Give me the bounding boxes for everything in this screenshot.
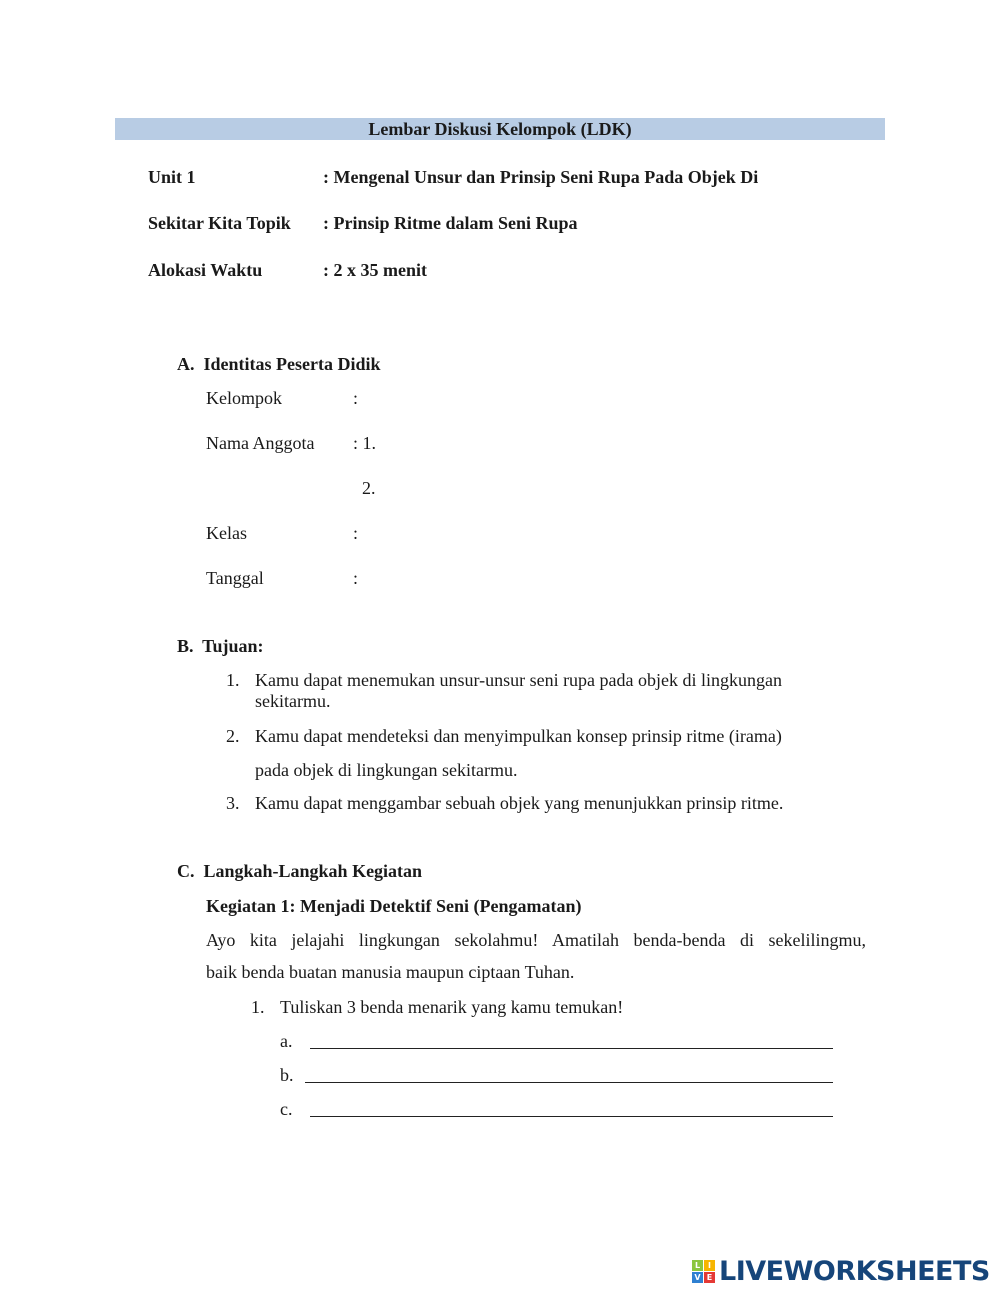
section-a-title: A. Identitas Peserta Didik: [177, 354, 381, 374]
meta-label-unit: Unit 1: [148, 167, 196, 187]
field-kelompok[interactable]: :: [353, 388, 359, 408]
meta-label-topic: Sekitar Kita Topik: [148, 213, 291, 233]
logo-letter: E: [704, 1272, 715, 1283]
logo-letter: V: [692, 1272, 703, 1283]
question-number: 1.: [251, 997, 265, 1017]
question-text: Tuliskan 3 benda menarik yang kamu temukan!: [280, 997, 624, 1017]
section-b-title: B. Tujuan:: [177, 636, 264, 656]
field-label-kelompok: Kelompok: [206, 388, 282, 408]
liveworksheets-logo: [692, 1256, 990, 1287]
logo-text: LIVEWORKSHEETS: [719, 1256, 990, 1287]
goal-text: Kamu dapat mendeteksi dan menyimpulkan konsep prinsip ritme (irama): [255, 726, 782, 746]
goal-number: 3.: [226, 793, 240, 813]
logo-letter: L: [692, 1260, 703, 1271]
field-nama-1[interactable]: : 1.: [353, 433, 377, 453]
section-c-title: C. Langkah-Langkah Kegiatan: [177, 861, 423, 881]
answer-label-c: c.: [280, 1099, 293, 1119]
answer-line-b[interactable]: [305, 1082, 833, 1083]
goal-text: pada objek di lingkungan sekitarmu.: [255, 760, 518, 780]
activity-paragraph: baik benda buatan manusia maupun ciptaan Tuhan.: [206, 962, 575, 982]
field-label-nama: Nama Anggota: [206, 433, 315, 453]
meta-label-time: Alokasi Waktu: [148, 260, 263, 280]
field-tanggal[interactable]: :: [353, 568, 359, 588]
logo-squares-icon: [692, 1260, 715, 1283]
answer-label-a: a.: [280, 1031, 293, 1051]
goal-number: 1.: [226, 670, 240, 690]
worksheet-title: Lembar Diskusi Kelompok (LDK): [115, 118, 885, 140]
meta-value-topic: : Prinsip Ritme dalam Seni Rupa: [323, 213, 578, 233]
meta-value-unit: : Mengenal Unsur dan Prinsip Seni Rupa Pada Objek Di: [323, 167, 759, 187]
field-label-kelas: Kelas: [206, 523, 247, 543]
field-nama-2[interactable]: 2.: [362, 478, 376, 498]
answer-line-a[interactable]: [310, 1048, 833, 1049]
goal-text: Kamu dapat menggambar sebuah objek yang menunjukkan prinsip ritme.: [255, 793, 784, 813]
field-kelas[interactable]: :: [353, 523, 359, 543]
goal-text: Kamu dapat menemukan unsur-unsur seni rupa pada objek di lingkungan: [255, 670, 783, 690]
goal-text: sekitarmu.: [255, 691, 331, 711]
activity-paragraph: Ayo kita jelajahi lingkungan sekolahmu! Amatilah benda-benda di sekelilingmu,: [206, 930, 866, 950]
answer-line-c[interactable]: [310, 1116, 833, 1117]
logo-letter: I: [704, 1260, 715, 1271]
field-label-tanggal: Tanggal: [206, 568, 264, 588]
goal-number: 2.: [226, 726, 240, 746]
activity-title: Kegiatan 1: Menjadi Detektif Seni (Pengamatan): [206, 896, 582, 916]
meta-value-time: : 2 x 35 menit: [323, 260, 427, 280]
answer-label-b: b.: [280, 1065, 294, 1085]
